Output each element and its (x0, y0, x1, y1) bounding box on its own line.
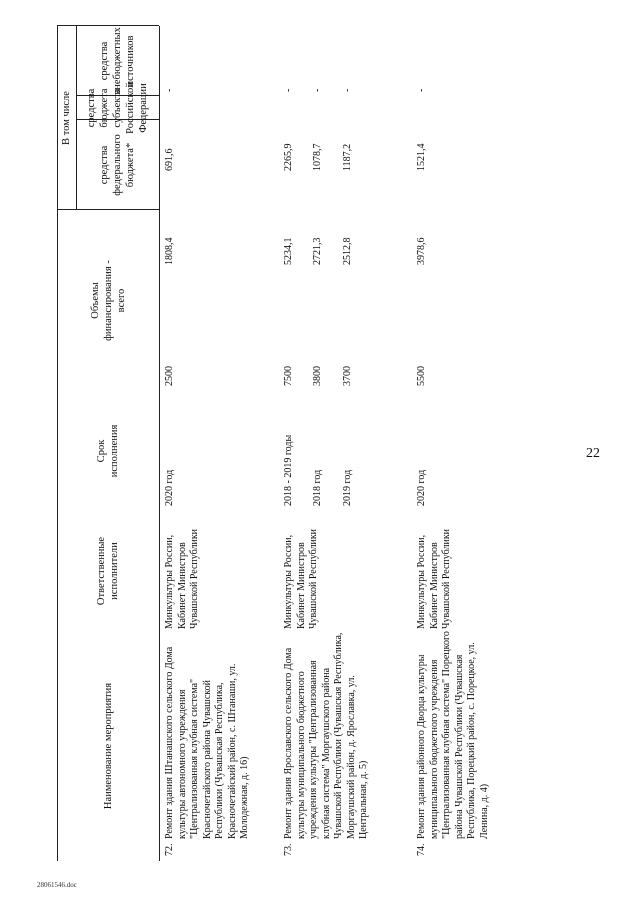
federal-amount: 1808,4 (164, 237, 175, 265)
header-including: В том числе (61, 91, 72, 145)
deadline: 2018 - 2019 годы (283, 434, 294, 506)
federal-amount: 3978,6 (416, 237, 427, 265)
regional-amount: 1187,2 (342, 143, 353, 171)
footer-file-code: 28061546.doc (37, 881, 77, 889)
deadline: 2018 год (312, 469, 323, 506)
regional-amount: 691,6 (164, 148, 175, 171)
header-name: Наименование мероприятия (102, 682, 114, 810)
financing-table (57, 26, 577, 861)
row-number: 72. (164, 843, 175, 856)
extra-amount: - (342, 88, 353, 92)
deadline: 2019 год (342, 469, 353, 506)
extra-amount: - (283, 88, 294, 92)
extra-amount: - (416, 88, 427, 92)
page-number: 22 (586, 446, 600, 461)
regional-amount: 1078,7 (312, 143, 323, 171)
federal-amount: 5234,1 (283, 237, 294, 265)
extra-amount: - (164, 88, 175, 92)
header-executors: Ответственные исполнители (96, 536, 120, 606)
header-regional: средства бюджета субъекта Российской Федерации (86, 82, 149, 134)
regional-amount: 2265,9 (283, 143, 294, 171)
header-federal: средства федерального бюджета* (99, 134, 136, 196)
responsible-executors: Минкультуры России, Кабинет Министров Чувашской Республики (164, 528, 200, 629)
total-amount: 2500 (164, 366, 175, 386)
federal-amount: 2721,3 (312, 237, 323, 265)
deadline: 2020 год (164, 469, 175, 506)
total-amount: 3800 (312, 366, 323, 386)
measure-name: Ремонт здания Штанашского сельского Дома культуры автономного учреждения "Централизованная клубная система" Красночетайского района Чувашской Республики (Чувашская Республика, Красночетайский район, с. Штанаши, ул. Молодежная, д. 16) (164, 646, 250, 839)
regional-amount: 1521,4 (416, 143, 427, 171)
extra-amount: - (312, 88, 323, 92)
responsible-executors: Минкультуры России, Кабинет Министров Чувашской Республики (283, 528, 319, 629)
responsible-executors: Минкультуры России, Кабинет Министров Чувашской Республики (416, 528, 452, 629)
federal-amount: 2512,8 (342, 237, 353, 265)
row-number: 74. (416, 843, 427, 856)
total-amount: 3700 (342, 366, 353, 386)
measure-name: Ремонт здания районного Дворца культуры муниципального бюджетного учреждения "Централизованная клубная система" Порецкого района Чувашской Республики (Чувашская Республика, Порецкий район, с. Порецкое, ул. Ленина, д. 4) (416, 631, 490, 839)
measure-name: Ремонт здания Ярославского сельского Дома культуры муниципального бюджетного учреждения культуры "Централизованная клубная система" Моргаушского района Чувашской Республики (Чувашская Республика, Моргаушский район, д. Ярославка, ул. Центральная, д. 5) (283, 632, 369, 839)
header-total: Объемы финансирования - всего (89, 260, 127, 341)
total-amount: 7500 (283, 366, 294, 386)
total-amount: 5500 (416, 366, 427, 386)
table-line (159, 26, 160, 861)
row-number: 73. (283, 843, 294, 856)
header-deadline: Срок исполнения (96, 424, 120, 478)
deadline: 2020 год (416, 469, 427, 506)
header-extra: средства внебюджетных источников (99, 27, 136, 95)
